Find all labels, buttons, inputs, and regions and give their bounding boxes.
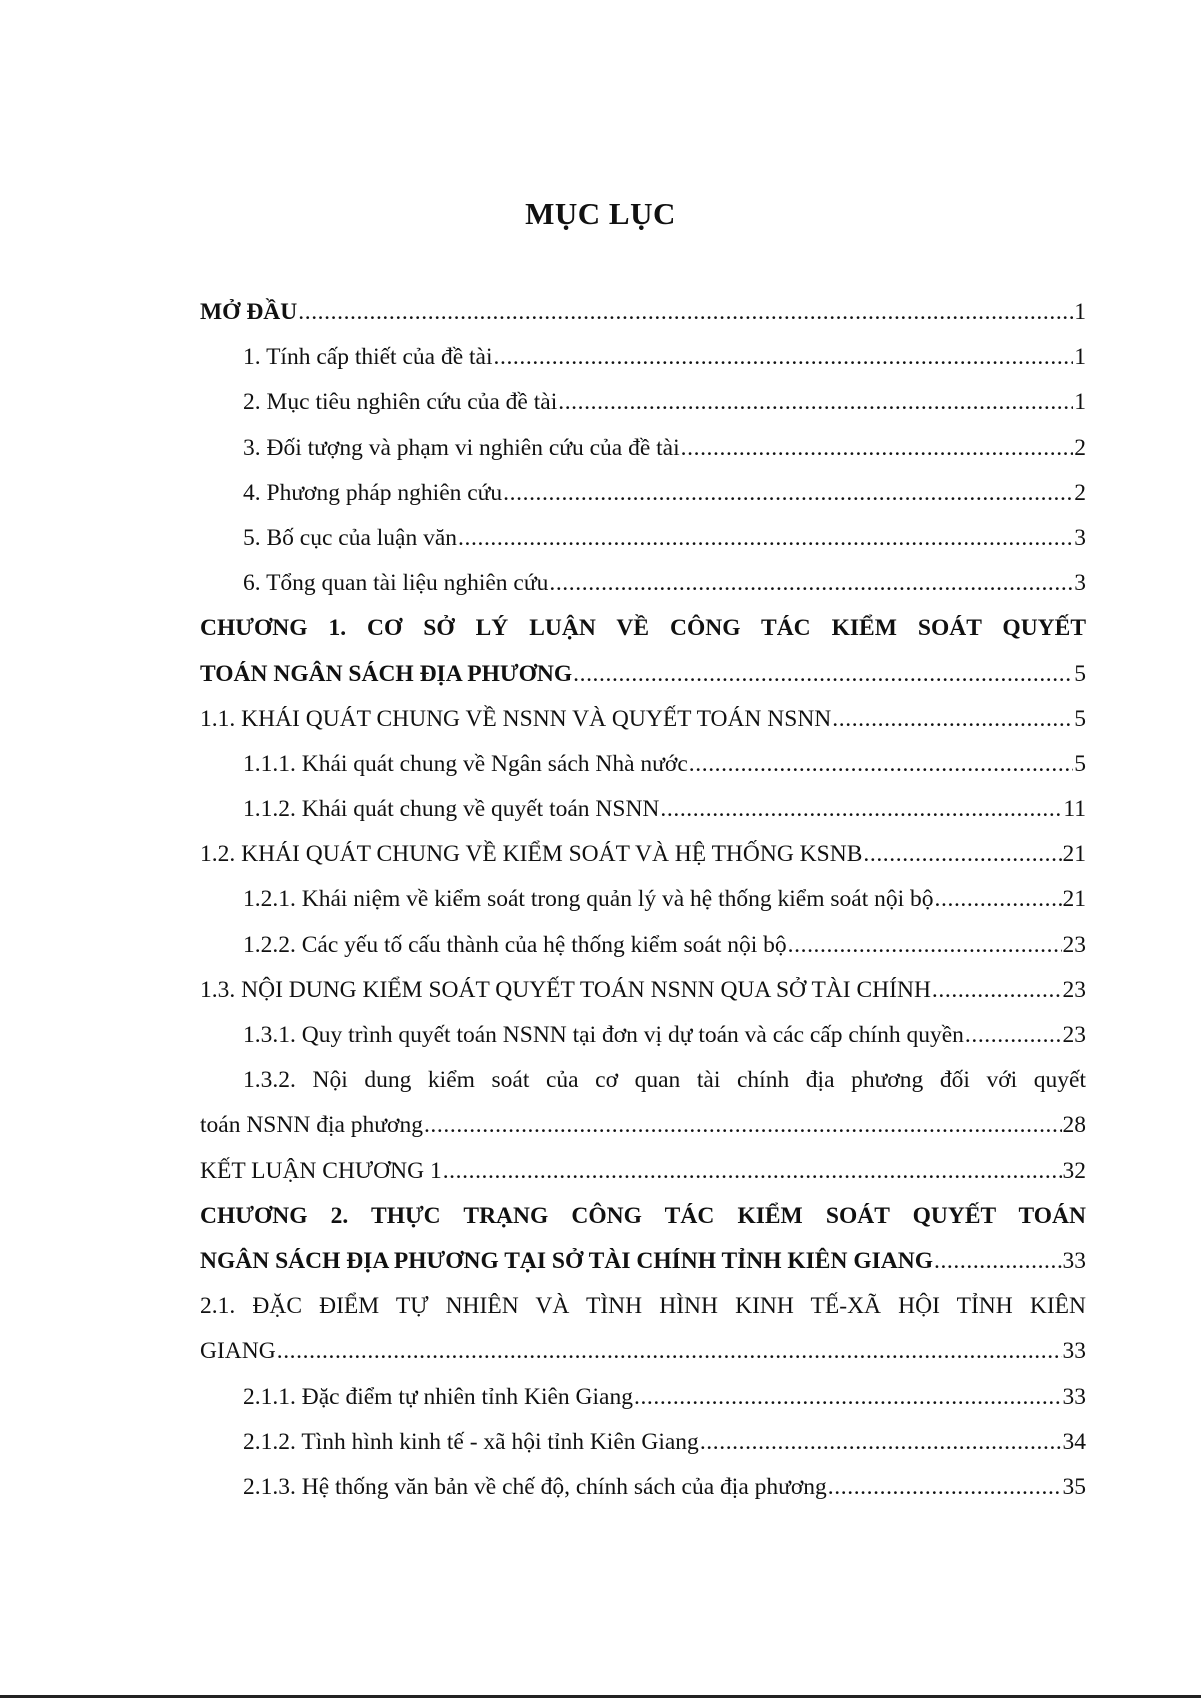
toc-entry[interactable]: KẾT LUẬN CHƯƠNG 1 ..... 32 bbox=[200, 1149, 1086, 1194]
toc-entry-chapter-2-line2[interactable]: NGÂN SÁCH ĐỊA PHƯƠNG TẠI SỞ TÀI CHÍNH TỈNH KIÊN GIANG ..... 33 bbox=[200, 1239, 1086, 1284]
toc-entry[interactable]: 4. Phương pháp nghiên cứu ..... 2 bbox=[200, 471, 1086, 516]
toc-page-number: 2 bbox=[1074, 434, 1086, 461]
toc-entry[interactable]: 1.1. KHÁI QUÁT CHUNG VỀ NSNN VÀ QUYẾT TOÁN NSNN ..... 5 bbox=[200, 697, 1086, 742]
toc-page-number: 5 bbox=[1074, 660, 1086, 687]
toc-entry[interactable]: 1.2.2. Các yếu tố cấu thành của hệ thống kiểm soát nội bộ ..... 23 bbox=[200, 923, 1086, 968]
toc-entry[interactable]: 1.2. KHÁI QUÁT CHUNG VỀ KIỂM SOÁT VÀ HỆ THỐNG KSNB ..... 21 bbox=[200, 832, 1086, 877]
toc-entry[interactable]: 1.1.2. Khái quát chung về quyết toán NSNN ..... 11 bbox=[200, 787, 1086, 832]
toc-entry[interactable]: 2.1.1. Đặc điểm tự nhiên tỉnh Kiên Giang ..... 33 bbox=[200, 1375, 1086, 1420]
toc-page-number: 5 bbox=[1074, 750, 1086, 777]
toc-page-number: 2 bbox=[1074, 479, 1086, 506]
toc-page-number: 3 bbox=[1074, 570, 1086, 597]
toc-page-number: 23 bbox=[1062, 1022, 1086, 1048]
toc-page-number: 32 bbox=[1062, 1157, 1086, 1184]
toc-page-number: 3 bbox=[1074, 524, 1086, 551]
toc-entry[interactable]: 3. Đối tượng và phạm vi nghiên cứu của đề tài ..... 2 bbox=[200, 426, 1086, 471]
toc-page-number: 33 bbox=[1062, 1383, 1086, 1410]
toc-entry-chapter-1-line2[interactable]: TOÁN NGÂN SÁCH ĐỊA PHƯƠNG ..... 5 bbox=[200, 652, 1086, 697]
toc-entry[interactable]: 1.3.1. Quy trình quyết toán NSNN tại đơn vị dự toán và các cấp chính quyền ..... 23 bbox=[200, 1013, 1086, 1058]
toc-page-number: 34 bbox=[1062, 1428, 1086, 1455]
toc-entry-1-3-2-line1[interactable]: 1.3.2. Nội dung kiểm soát của cơ quan tài chính địa phương đối với quyết bbox=[243, 1067, 1086, 1094]
toc-page-number: 1 bbox=[1074, 344, 1086, 371]
toc-page-number: 5 bbox=[1074, 705, 1086, 732]
toc-entry[interactable]: MỞ ĐẦU ..... 1 bbox=[200, 290, 1086, 335]
toc-page-number: 23 bbox=[1062, 976, 1086, 1003]
toc-entry[interactable]: 2.1.3. Hệ thống văn bản về chế độ, chính sách của địa phương ..... 35 bbox=[200, 1465, 1086, 1510]
toc-entry[interactable]: 2. Mục tiêu nghiên cứu của đề tài ..... 1 bbox=[200, 380, 1086, 425]
toc-entry-chapter-2-line1[interactable]: CHƯƠNG 2. THỰC TRẠNG CÔNG TÁC KIỂM SOÁT QUYẾT TOÁN bbox=[200, 1202, 1086, 1229]
toc-page-number: 33 bbox=[1062, 1247, 1086, 1274]
toc-page-number: 28 bbox=[1062, 1112, 1086, 1139]
toc-entry[interactable]: 1.3. NỘI DUNG KIỂM SOÁT QUYẾT TOÁN NSNN QUA SỞ TÀI CHÍNH ..... 23 bbox=[200, 968, 1086, 1013]
toc-page-number: 1 bbox=[1074, 299, 1086, 325]
toc-entry[interactable]: 1.2.1. Khái niệm về kiểm soát trong quản lý và hệ thống kiểm soát nội bộ ..... 21 bbox=[200, 877, 1086, 922]
toc-page-number: 23 bbox=[1062, 931, 1086, 958]
toc-page-number: 33 bbox=[1062, 1338, 1086, 1365]
toc-page-number: 11 bbox=[1063, 796, 1086, 823]
toc-entry-1-3-2-line2[interactable]: toán NSNN địa phương ..... 28 bbox=[200, 1103, 1086, 1148]
toc-page-number: 21 bbox=[1062, 886, 1086, 913]
table-of-contents bbox=[200, 290, 1086, 1510]
toc-entry[interactable]: 2.1.2. Tình hình kinh tế - xã hội tỉnh Kiên Giang ..... 34 bbox=[200, 1420, 1086, 1465]
page-title: MỤC LỤC bbox=[525, 196, 676, 231]
toc-page-number: 35 bbox=[1062, 1473, 1086, 1500]
toc-page-number: 21 bbox=[1062, 841, 1086, 868]
toc-entry[interactable]: 5. Bố cục của luận văn ..... 3 bbox=[200, 516, 1086, 561]
toc-entry[interactable]: 1.1.1. Khái quát chung về Ngân sách Nhà nước ..... 5 bbox=[200, 742, 1086, 787]
toc-entry-2-1-line2[interactable]: GIANG ..... 33 bbox=[200, 1329, 1086, 1374]
toc-entry-chapter-1-line1[interactable]: CHƯƠNG 1. CƠ SỞ LÝ LUẬN VỀ CÔNG TÁC KIỂM SOÁT QUYẾT bbox=[200, 615, 1086, 642]
toc-entry[interactable]: 1. Tính cấp thiết của đề tài ..... 1 bbox=[200, 335, 1086, 380]
toc-entry[interactable]: 6. Tổng quan tài liệu nghiên cứu ..... 3 bbox=[200, 561, 1086, 606]
toc-page-number: 1 bbox=[1074, 389, 1086, 416]
toc-entry-2-1-line1[interactable]: 2.1. ĐẶC ĐIỂM TỰ NHIÊN VÀ TÌNH HÌNH KINH TẾ-XÃ HỘI TỈNH KIÊN bbox=[200, 1293, 1086, 1320]
